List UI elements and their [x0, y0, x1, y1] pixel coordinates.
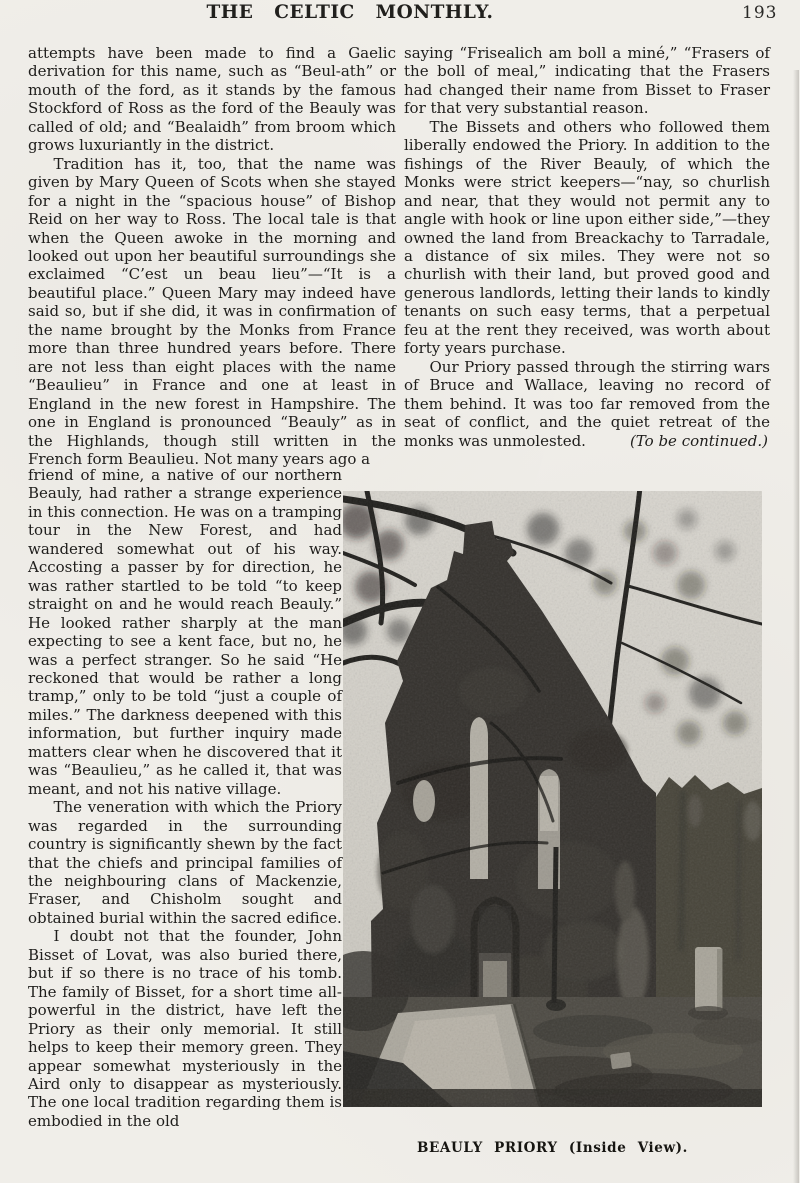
paragraph: attempts have been made to find a Gaelic derivation for this name, such as “Beul-ath” or mouth of the ford, as it stands by the famous Stockford of Ross as the ford of the Beauly was called of old; and “Bealaidh” from broom which grows luxuriantly in the district.	[28, 44, 396, 155]
scan-edge-shadow	[793, 70, 799, 1183]
paragraph: Tradition has it, too, that the name was given by Mary Queen of Scots when she stayed for a night in the “spacious house” of Bishop Reid on her way to Ross. The local tale is that when the Queen awoke in the morning and looked out upon her beautiful surroundings she exclaimed “C’est un beau lieu”—“It is a beautiful place.” Queen Mary may indeed have said so, but if she did, it was in confirmation of the name brought by the Monks from France more than three hundred years before. There are not less than eight places with the name “Beaulieu” in France and one at least in England in the new forest in Hampshire. The one in England is pronounced “Beauly” as in the Highlands, though still written in the French form Beaulieu. Not many years ago a	[28, 154, 396, 468]
left-column-upper	[28, 44, 396, 468]
priory-photo	[343, 491, 762, 1107]
paragraph	[404, 358, 770, 450]
paragraph: The Bissets and others who followed them liberally endowed the Priory. In addition to the fishings of the River Beauly, of which the Monks were strict keepers—“nay, so churlish and near, that they would not permit any to angle with hook or line upon either side,”—they owned the land from Breackachy to Tarradale, a distance of six miles. They were not so churlish with their land, but proved good and generous landlords, letting their lands to kindly tenants on such easy terms, that a perpetual feu at the rent they received, was worth about forty years purchase.	[404, 117, 770, 358]
paragraph: friend of mine, a native of our northern Beauly, had rather a strange experience in this connection. He was on a tramping tour in the New Forest, and had wandered somewhat out of his way. Accosting a passer by for direction, he was rather startled to be told “to keep straight on and he would reach Beauly.” He looked rather sharply at the man expecting to see a kent face, but no, he was a perfect stranger. So he said “He reckoned that would be rather a long tramp,” only to be told “just a couple of miles.” The darkness deepened with this information, but further inquiry made matters clear when he discovered that it was “Beaulieu,” as he called it, that was meant, and not his native village.	[28, 466, 342, 798]
right-column	[404, 44, 770, 450]
paragraph: I doubt not that the founder, John Bisset of Lovat, was also buried there, but if so there is no trace of his tomb. The family of Bisset, for a short time all-powerful in the district, have left the Priory as their only memorial. It still helps to keep their memory green. They appear somewhat mysteriously in the Aird only to disappear as mysteriously. The one local tradition regarding them is embodied in the old	[28, 927, 342, 1130]
priory-photo-illustration	[343, 491, 762, 1107]
photo-caption: BEAULY PRIORY (Inside View).	[417, 1140, 688, 1156]
page-title: THE CELTIC MONTHLY.	[206, 2, 494, 23]
left-column-lower	[28, 466, 342, 1130]
paragraph-text: Our Priory passed through the stirring wars of Bruce and Wallace, leaving no record of them behind. It was too far removed from the seat of conflict, and the quiet retreat of the monks was unmolested.	[404, 357, 770, 450]
page-number: 193	[742, 3, 778, 23]
paragraph: The veneration with which the Priory was regarded in the surrounding country is significantly shewn by the fact that the chiefs and principal families of the neighbouring clans of Mackenzie, Fraser, and Chisholm sought and obtained burial within the sacred edifice.	[28, 798, 342, 927]
paragraph: saying “Frisealich am boll a miné,” “Frasers of the boll of meal,” indicating that the Frasers had changed their name from Bisset to Fraser for that very substantial reason.	[404, 44, 770, 118]
to-be-continued-note: (To be continued.)	[629, 431, 769, 450]
